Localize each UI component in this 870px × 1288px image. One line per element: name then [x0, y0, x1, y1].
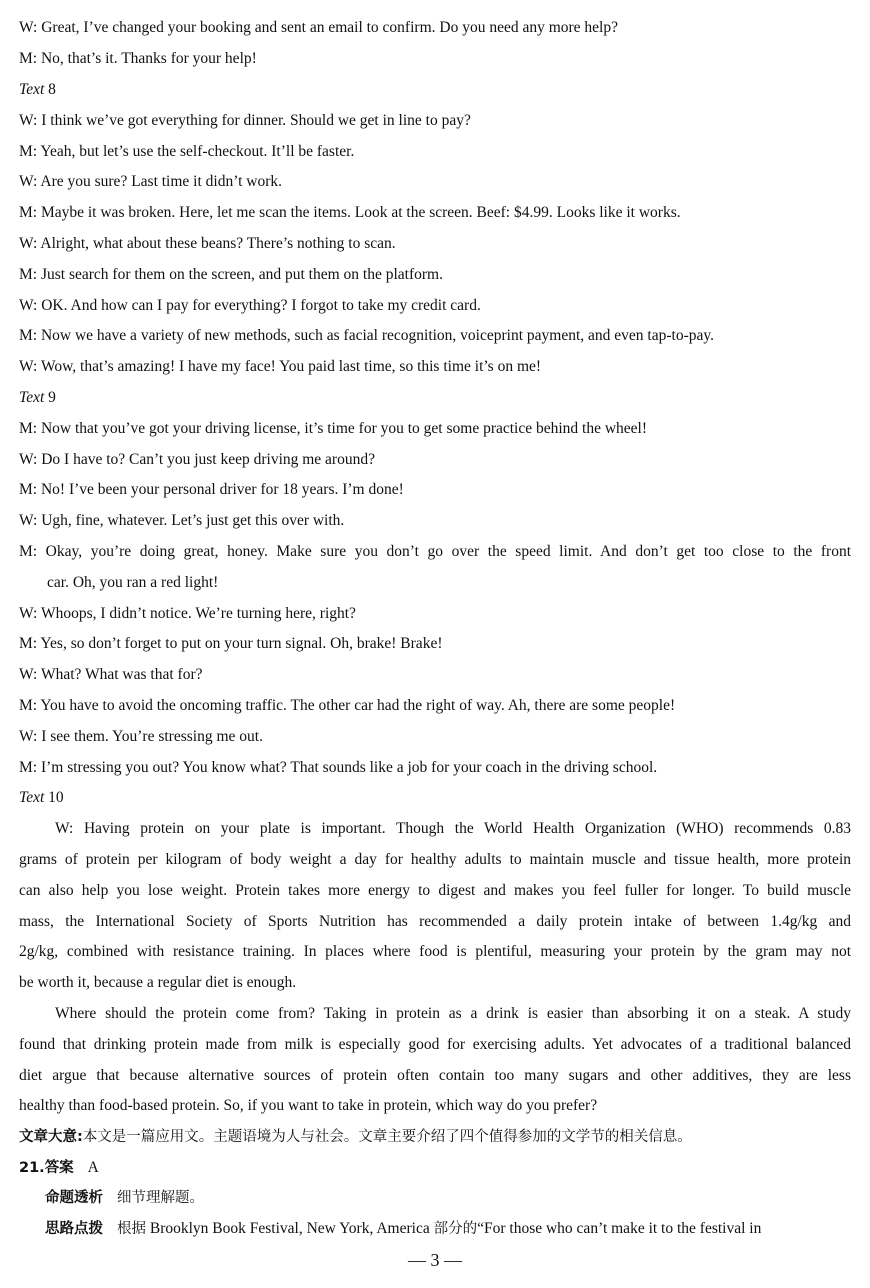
page-number: — 3 —: [408, 1250, 462, 1270]
dialogue-line: W: OK. And how can I pay for everything? I forgot to take my credit card.: [19, 297, 481, 314]
dialogue-line: M: Now that you’ve got your driving license, it’s time for you to get some practice behind the wheel!: [19, 420, 648, 437]
paragraph-line: can also help you lose weight. Protein takes more energy to digest and makes you feel fuller for longer. To build muscle: [19, 882, 851, 899]
dialogue-line: W: I see them. You’re stressing me out.: [19, 728, 263, 745]
dialogue-line: W: Ugh, fine, whatever. Let’s just get this over with.: [19, 512, 345, 529]
paragraph-line: grams of protein per kilogram of body weight a day for healthy adults to maintain muscle and tissue health, more protein: [19, 851, 851, 868]
summary-heading: 文章大意:: [19, 1129, 83, 1145]
text-label-word: Text: [19, 81, 45, 98]
text-label-word: Text: [19, 789, 45, 806]
dialogue-line: M: Maybe it was broken. Here, let me scan the items. Look at the screen. Beef: $4.99. Looks like it works.: [19, 204, 681, 221]
dialogue-line: M: Yes, so don’t forget to put on your turn signal. Oh, brake! Brake!: [19, 635, 443, 652]
dialogue-line: M: I’m stressing you out? You know what? That sounds like a job for your coach in the driving school.: [19, 759, 658, 776]
dialogue-line: W: Whoops, I didn’t notice. We’re turning here, right?: [19, 605, 356, 622]
analysis-heading: 命题透析: [45, 1190, 103, 1206]
text-label-word: Text: [19, 389, 45, 406]
dialogue-line: M: Now we have a variety of new methods, such as facial recognition, voiceprint payment, and even tap-to-pay.: [19, 327, 714, 344]
summary-text: 本文是一篇应用文。主题语境为人与社会。文章主要介绍了四个值得参加的文学节的相关信息。: [82, 1129, 692, 1145]
text-label-number: 10: [48, 789, 64, 806]
dialogue-line: W: Do I have to? Can’t you just keep driving me around?: [19, 451, 375, 468]
question-number: 21.: [19, 1160, 45, 1176]
hint-heading: 思路点拨: [45, 1221, 103, 1237]
paragraph-line: found that drinking protein made from milk is especially good for exercising adults. Yet advocates of a traditional balanced: [19, 1036, 851, 1053]
section-label-text-8: [19, 80, 851, 100]
paragraph-line: healthy than food-based protein. So, if you want to take in protein, which way do you prefer?: [19, 1097, 598, 1114]
answer-label: 答案: [44, 1160, 74, 1176]
dialogue-line: W: Wow, that’s amazing! I have my face! You paid last time, so this time it’s on me!: [19, 358, 542, 375]
hint-quote: “For those who can’t make it to the festival in: [477, 1220, 762, 1237]
text-label-number: 9: [48, 389, 56, 406]
hint-line: [45, 1219, 851, 1239]
paragraph-line: W: Having protein on your plate is important. Though the World Health Organization (WHO) recommends 0.83: [55, 820, 851, 837]
paragraph-line: 2g/kg, combined with resistance training. In places where food is plentiful, measuring your protein by the gram may not: [19, 943, 851, 960]
dialogue-line: M: Okay, you’re doing great, honey. Make sure you don’t go over the speed limit. And don’t get too close to the front: [19, 543, 851, 560]
dialogue-line: M: Yeah, but let’s use the self-checkout. It’ll be faster.: [19, 143, 355, 160]
paragraph-line: Where should the protein come from? Taking in protein as a drink is easier than absorbing it on a steak. A study: [55, 1005, 851, 1022]
dialogue-line: M: You have to avoid the oncoming traffic. The other car had the right of way. Ah, there are some people!: [19, 697, 676, 714]
answer-line: [19, 1158, 851, 1178]
paragraph-line: diet argue that because alternative sources of protein often contain too many sugars and other additives, they are less: [19, 1067, 851, 1084]
dialogue-line: W: Great, I’ve changed your booking and sent an email to confirm. Do you need any more help?: [19, 19, 618, 36]
article-summary: [19, 1127, 851, 1147]
dialogue-line-continuation: car. Oh, you ran a red light!: [47, 574, 219, 591]
dialogue-line: M: No, that’s it. Thanks for your help!: [19, 50, 257, 67]
dialogue-line: M: Just search for them on the screen, and put them on the platform.: [19, 266, 443, 283]
dialogue-line: W: What? What was that for?: [19, 666, 203, 683]
paragraph-line: be worth it, because a regular diet is enough.: [19, 974, 297, 991]
analysis-text: 细节理解题。: [117, 1190, 204, 1206]
hint-mid: 部分的: [433, 1221, 478, 1237]
dialogue-line: M: No! I’ve been your personal driver for 18 years. I’m done!: [19, 481, 404, 498]
section-label-text-9: [19, 388, 851, 408]
hint-prefix: 根据: [117, 1221, 146, 1237]
section-label-text-10: [19, 788, 851, 808]
answer-value: A: [87, 1159, 99, 1176]
hint-english: Brooklyn Book Festival, New York, America: [146, 1220, 434, 1237]
analysis-line: [45, 1188, 851, 1208]
text-label-number: 8: [48, 81, 56, 98]
dialogue-line: W: I think we’ve got everything for dinner. Should we get in line to pay?: [19, 112, 471, 129]
paragraph-line: mass, the International Society of Sports Nutrition has recommended a daily protein intake of between 1.4g/kg and: [19, 913, 851, 930]
dialogue-line: W: Are you sure? Last time it didn’t work.: [19, 173, 283, 190]
dialogue-line: W: Alright, what about these beans? There’s nothing to scan.: [19, 235, 396, 252]
